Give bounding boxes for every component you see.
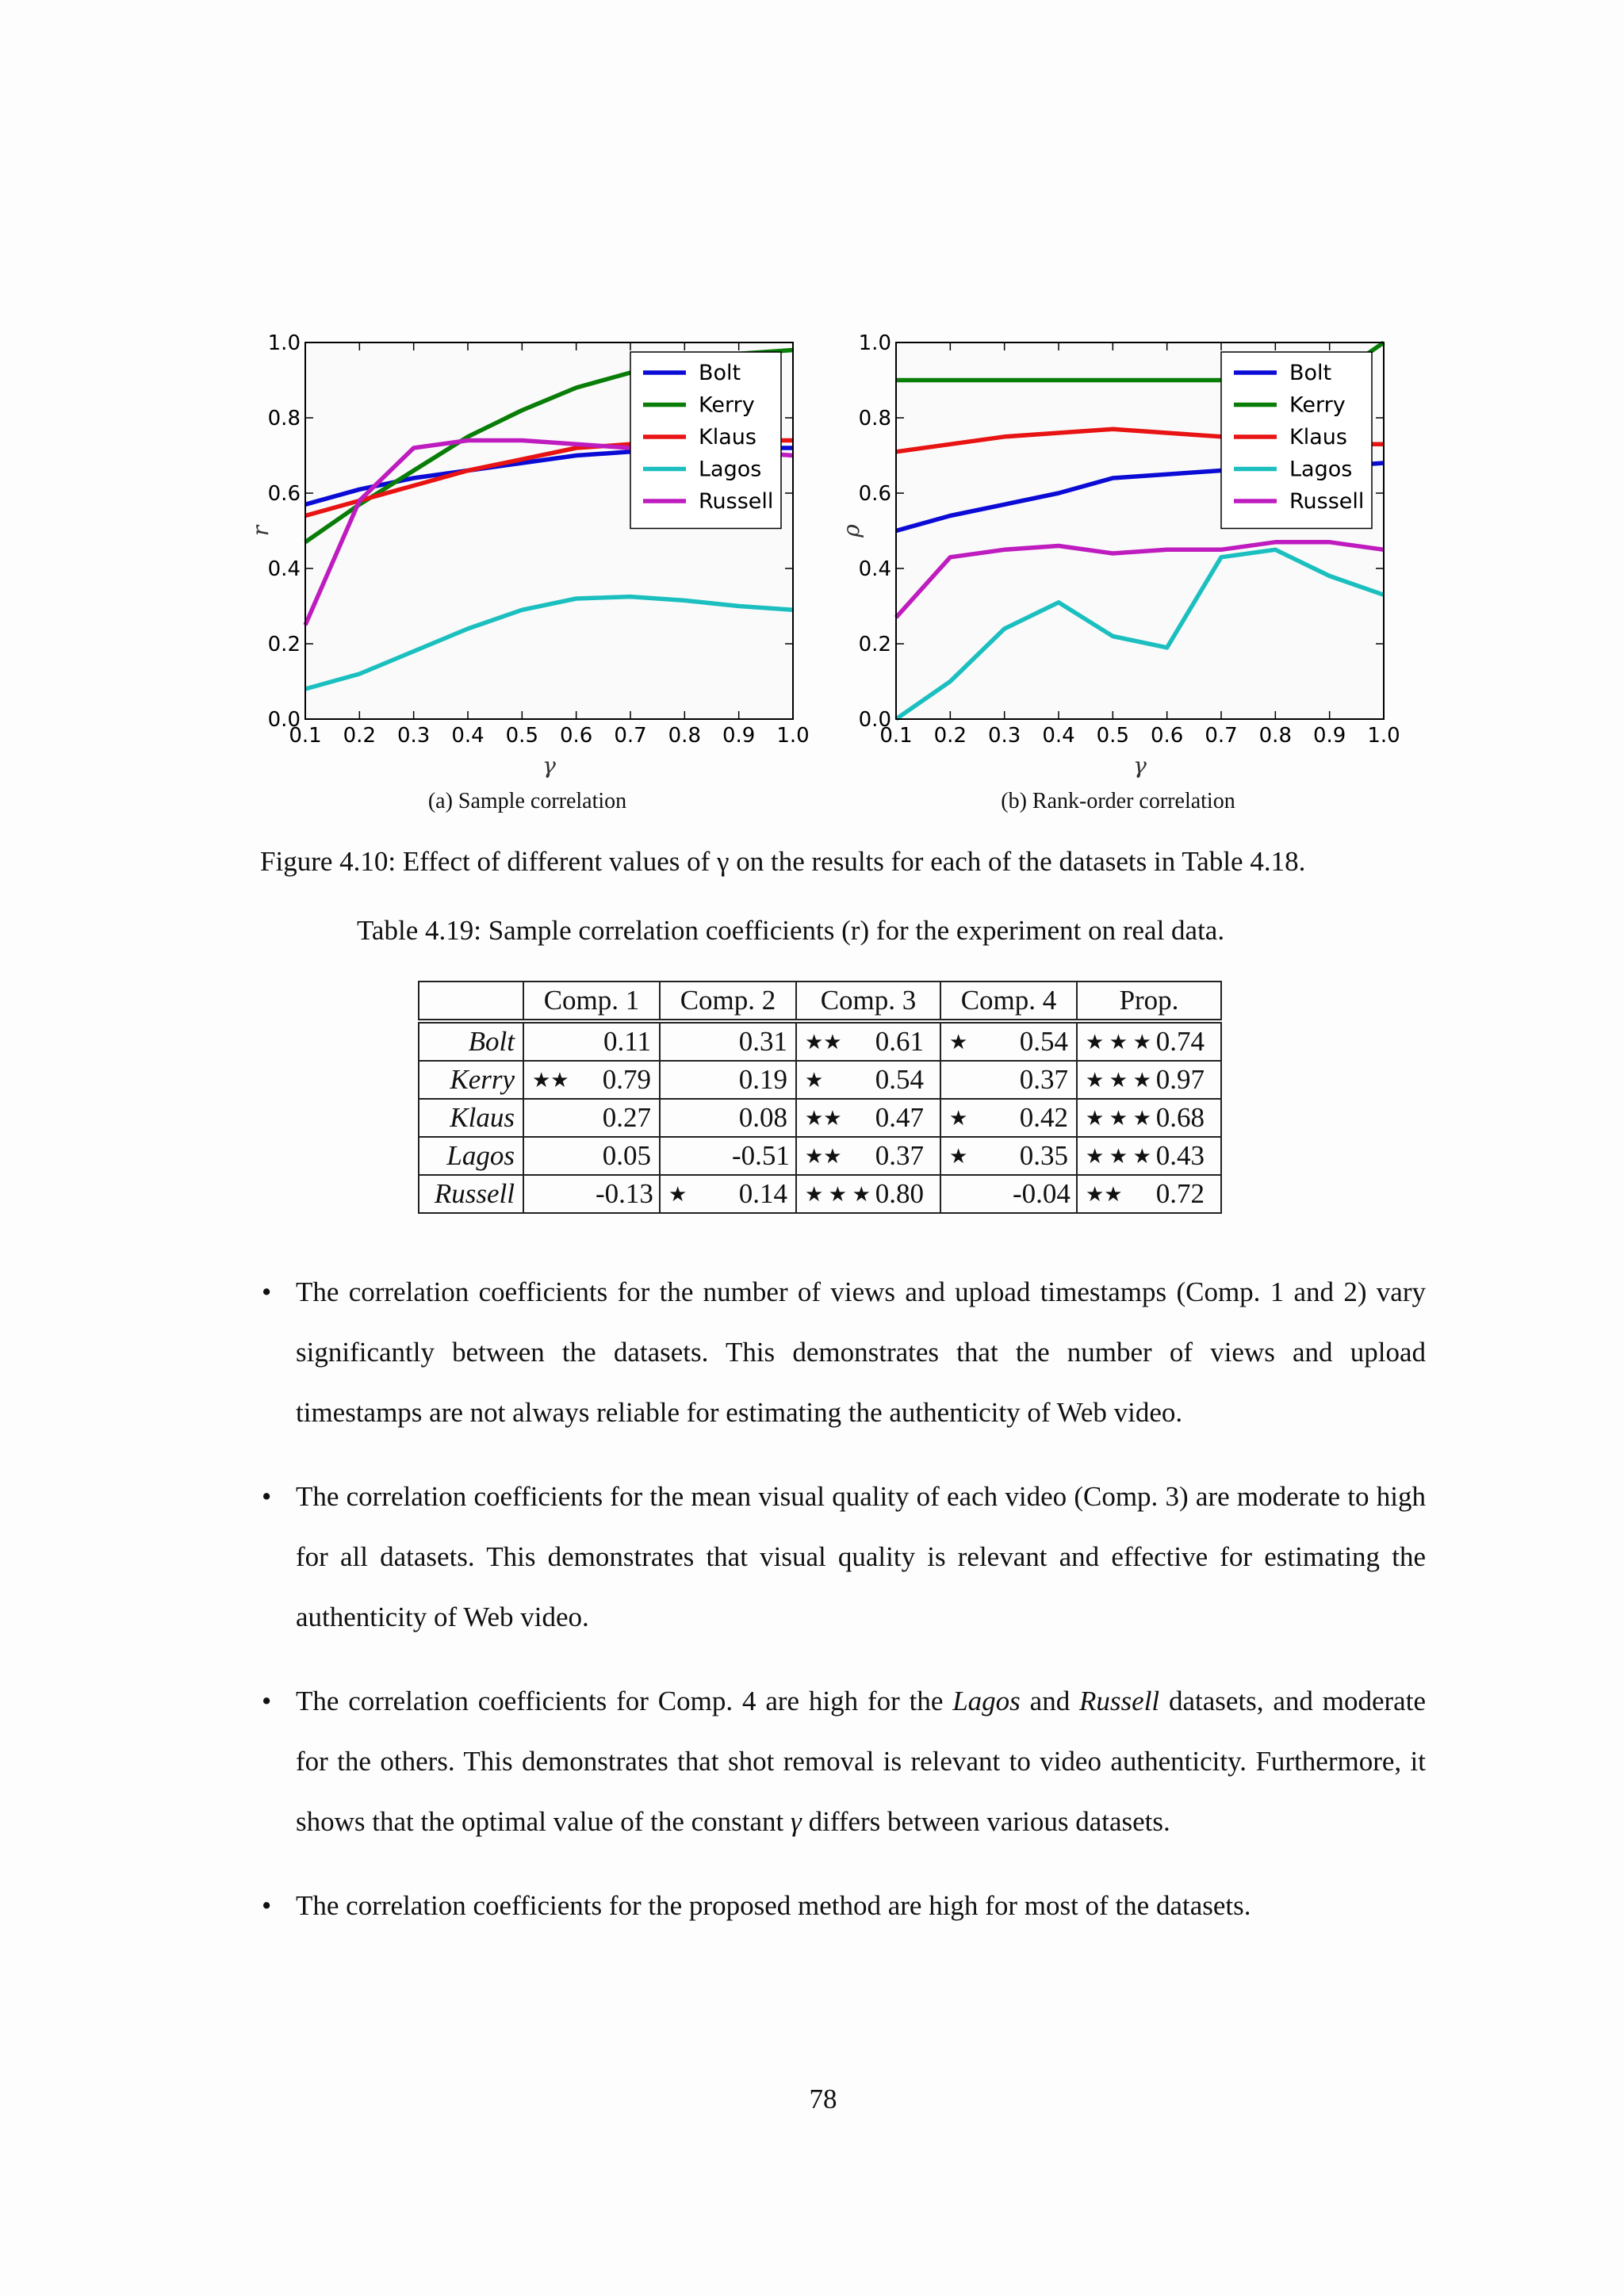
x-tick-label: 0.2	[343, 724, 377, 748]
bullet-dot-icon: •	[262, 1890, 272, 1921]
significance-stars: ★	[668, 1183, 688, 1206]
table-row-header: Klaus	[419, 1099, 523, 1137]
y-tick-label: 0.6	[858, 482, 891, 506]
x-tick-label: 0.7	[614, 724, 647, 748]
page-number: 78	[809, 2084, 837, 2114]
bullet-dot-icon: •	[262, 1481, 272, 1512]
x-tick-label: 0.5	[505, 724, 539, 748]
cell-value: 0.61	[875, 1026, 924, 1057]
x-tick-label: 0.4	[1042, 724, 1075, 748]
table-header-cell: Comp. 1	[523, 982, 660, 1021]
x-tick-label: 0.8	[1258, 724, 1293, 748]
y-tick-label: 0.2	[858, 633, 891, 656]
bullet-item	[262, 1262, 1426, 1443]
cell-value: -0.51	[732, 1140, 790, 1171]
bullet-list	[262, 1262, 1426, 1960]
legend-label-bolt: Bolt	[699, 361, 741, 385]
legend-label-russell: Russell	[1289, 489, 1365, 514]
cell-value: 0.31	[738, 1026, 787, 1057]
chart-sample-correlation	[238, 325, 841, 785]
table-cell	[1077, 1061, 1221, 1099]
table-row-header: Kerry	[419, 1061, 523, 1099]
table-cell	[1077, 1137, 1221, 1175]
significance-stars: ★ ★ ★	[1086, 1107, 1151, 1130]
x-tick-label: 0.5	[1096, 724, 1130, 748]
subcaption-b: (b) Rank-order correlation	[1001, 789, 1235, 813]
table-cell	[796, 1175, 940, 1213]
table-cell	[940, 1137, 1077, 1175]
table-cell	[660, 1137, 796, 1175]
significance-stars: ★ ★ ★	[1086, 1031, 1151, 1054]
x-tick-label: 0.4	[451, 724, 485, 748]
cell-value: 0.08	[738, 1102, 787, 1133]
legend-label-lagos: Lagos	[1289, 457, 1353, 482]
y-axis-label: r	[247, 525, 274, 537]
cell-value: 0.97	[1155, 1064, 1205, 1095]
significance-stars: ★	[949, 1145, 968, 1168]
bullet-item	[262, 1467, 1426, 1647]
cell-value: 0.43	[1155, 1140, 1205, 1171]
table-cell	[796, 1061, 940, 1099]
results-table	[418, 981, 1222, 1214]
x-axis-label: γ	[1133, 752, 1147, 779]
table-cell	[796, 1021, 940, 1061]
legend-label-klaus: Klaus	[699, 425, 756, 450]
bullet-text: The correlation coefficients for the number of views and upload timestamps (Comp. 1 and 2) vary significantly between the datasets. This demonstrates that the number of views and upload timestamps are not always reliable for estimating the authenticity of Web video.	[296, 1276, 1426, 1428]
y-tick-label: 0.4	[858, 557, 891, 581]
bullet-item	[262, 1876, 1426, 1936]
table-row-header: Lagos	[419, 1137, 523, 1175]
table-header-cell: Comp. 4	[940, 982, 1077, 1021]
cell-value: 0.74	[1155, 1026, 1205, 1057]
cell-value: -0.04	[1013, 1178, 1071, 1209]
figure-caption: Figure 4.10: Effect of different values of γ on the results for each of the datasets in Table 4.18.	[260, 846, 1306, 877]
cell-value: 0.05	[602, 1140, 651, 1171]
table-cell	[660, 1099, 796, 1137]
x-tick-label: 0.8	[668, 724, 702, 748]
table-cell	[523, 1061, 660, 1099]
cell-value: 0.14	[738, 1178, 787, 1209]
y-axis-label: ρ	[838, 524, 864, 538]
cell-value: 0.37	[1019, 1064, 1068, 1095]
cell-value: 0.27	[602, 1102, 651, 1133]
x-tick-label: 0.6	[1150, 724, 1184, 748]
cell-value: 0.35	[1019, 1140, 1068, 1171]
bullet-dot-icon: •	[262, 1686, 272, 1716]
cell-value: 0.72	[1155, 1178, 1205, 1209]
y-tick-label: 0.4	[267, 557, 301, 581]
table-cell	[940, 1175, 1077, 1213]
bullet-text: The correlation coefficients for Comp. 4 are high for the Lagos and Russell datasets, and moderate for the others. This demonstrates that shot removal is relevant to video authenticity. Furthermore, it shows that the optimal value of the constant γ differs between various datasets.	[296, 1686, 1426, 1837]
table-row-header: Bolt	[419, 1021, 523, 1061]
significance-stars: ★	[949, 1107, 968, 1130]
table-row	[419, 1061, 1221, 1099]
table-header-cell: Prop.	[1077, 982, 1221, 1021]
cell-value: 0.37	[875, 1140, 924, 1171]
table-cell	[660, 1175, 796, 1213]
cell-value: 0.54	[1019, 1026, 1068, 1057]
table-cell	[660, 1021, 796, 1061]
significance-stars: ★★	[1086, 1183, 1123, 1206]
table-cell	[940, 1021, 1077, 1061]
legend-label-lagos: Lagos	[699, 457, 762, 482]
cell-value: 0.79	[602, 1064, 651, 1095]
table-cell	[940, 1099, 1077, 1137]
table-row	[419, 1099, 1221, 1137]
y-tick-label: 0.6	[267, 482, 301, 506]
y-tick-label: 0.2	[267, 633, 301, 656]
table-cell	[796, 1099, 940, 1137]
table-row-header: Russell	[419, 1175, 523, 1213]
bullet-text: The correlation coefficients for the proposed method are high for most of the datasets.	[296, 1890, 1251, 1921]
y-tick-label: 0.8	[267, 407, 301, 430]
x-tick-label: 0.3	[396, 724, 431, 748]
table-header-cell	[419, 982, 523, 1021]
significance-stars: ★★	[532, 1069, 569, 1092]
significance-stars: ★★	[805, 1107, 842, 1130]
table-cell	[523, 1021, 660, 1061]
x-tick-label: 0.2	[933, 724, 967, 748]
table-cell	[660, 1061, 796, 1099]
x-tick-label: 0.7	[1205, 724, 1238, 748]
table-cell	[1077, 1099, 1221, 1137]
y-tick-label: 1.0	[858, 331, 891, 355]
table-header-row	[419, 982, 1221, 1021]
x-tick-label: 0.1	[879, 724, 913, 748]
table-header-cell: Comp. 3	[796, 982, 940, 1021]
bullet-dot-icon: •	[262, 1276, 272, 1307]
bullet-text: The correlation coefficients for the mean visual quality of each video (Comp. 3) are moderate to high for all datasets. This demonstrates that visual quality is relevant and effective for estimating the authenticity of Web video.	[296, 1481, 1426, 1632]
cell-value: 0.11	[603, 1026, 651, 1057]
table-cell	[1077, 1021, 1221, 1061]
significance-stars: ★	[805, 1069, 824, 1092]
cell-value: 0.80	[875, 1178, 924, 1209]
cell-value: 0.19	[738, 1064, 787, 1095]
x-tick-label: 0.3	[987, 724, 1021, 748]
y-tick-label: 0.8	[858, 407, 891, 430]
x-tick-label: 0.6	[559, 724, 593, 748]
legend-label-klaus: Klaus	[1289, 425, 1347, 450]
chart-rank-order-correlation	[829, 325, 1431, 785]
table-cell	[796, 1137, 940, 1175]
cell-value: 0.47	[875, 1102, 924, 1133]
legend-label-russell: Russell	[699, 489, 774, 514]
x-tick-label: 0.9	[1312, 724, 1346, 748]
cell-value: 0.68	[1155, 1102, 1205, 1133]
legend-label-bolt: Bolt	[1289, 361, 1332, 385]
y-tick-label: 0.0	[267, 708, 301, 732]
bullet-item	[262, 1671, 1426, 1852]
significance-stars: ★★	[805, 1031, 842, 1054]
subcaption-a: (a) Sample correlation	[427, 789, 627, 813]
table-cell	[523, 1099, 660, 1137]
table-header-cell: Comp. 2	[660, 982, 796, 1021]
significance-stars: ★ ★ ★	[1086, 1069, 1151, 1092]
x-axis-label: γ	[542, 752, 556, 779]
x-tick-label: 0.1	[289, 724, 322, 748]
x-tick-label: 0.9	[722, 724, 756, 748]
y-tick-label: 0.0	[858, 708, 891, 732]
table-cell	[940, 1061, 1077, 1099]
y-tick-label: 1.0	[267, 331, 301, 355]
table-row	[419, 1021, 1221, 1061]
legend-label-kerry: Kerry	[1289, 392, 1346, 418]
significance-stars: ★ ★ ★	[805, 1183, 871, 1206]
table-cell	[1077, 1175, 1221, 1213]
x-tick-label: 1.0	[776, 724, 810, 748]
table-row	[419, 1175, 1221, 1213]
table-cell	[523, 1175, 660, 1213]
legend-label-kerry: Kerry	[699, 392, 755, 418]
x-tick-label: 1.0	[1367, 724, 1400, 748]
table-row	[419, 1137, 1221, 1175]
cell-value: -0.13	[596, 1178, 653, 1209]
significance-stars: ★★	[805, 1145, 842, 1168]
cell-value: 0.54	[875, 1064, 924, 1095]
significance-stars: ★	[949, 1031, 968, 1054]
cell-value: 0.42	[1019, 1102, 1068, 1133]
table-caption: Table 4.19: Sample correlation coefficients (r) for the experiment on real data.	[357, 915, 1225, 946]
significance-stars: ★ ★ ★	[1086, 1145, 1151, 1168]
table-cell	[523, 1137, 660, 1175]
